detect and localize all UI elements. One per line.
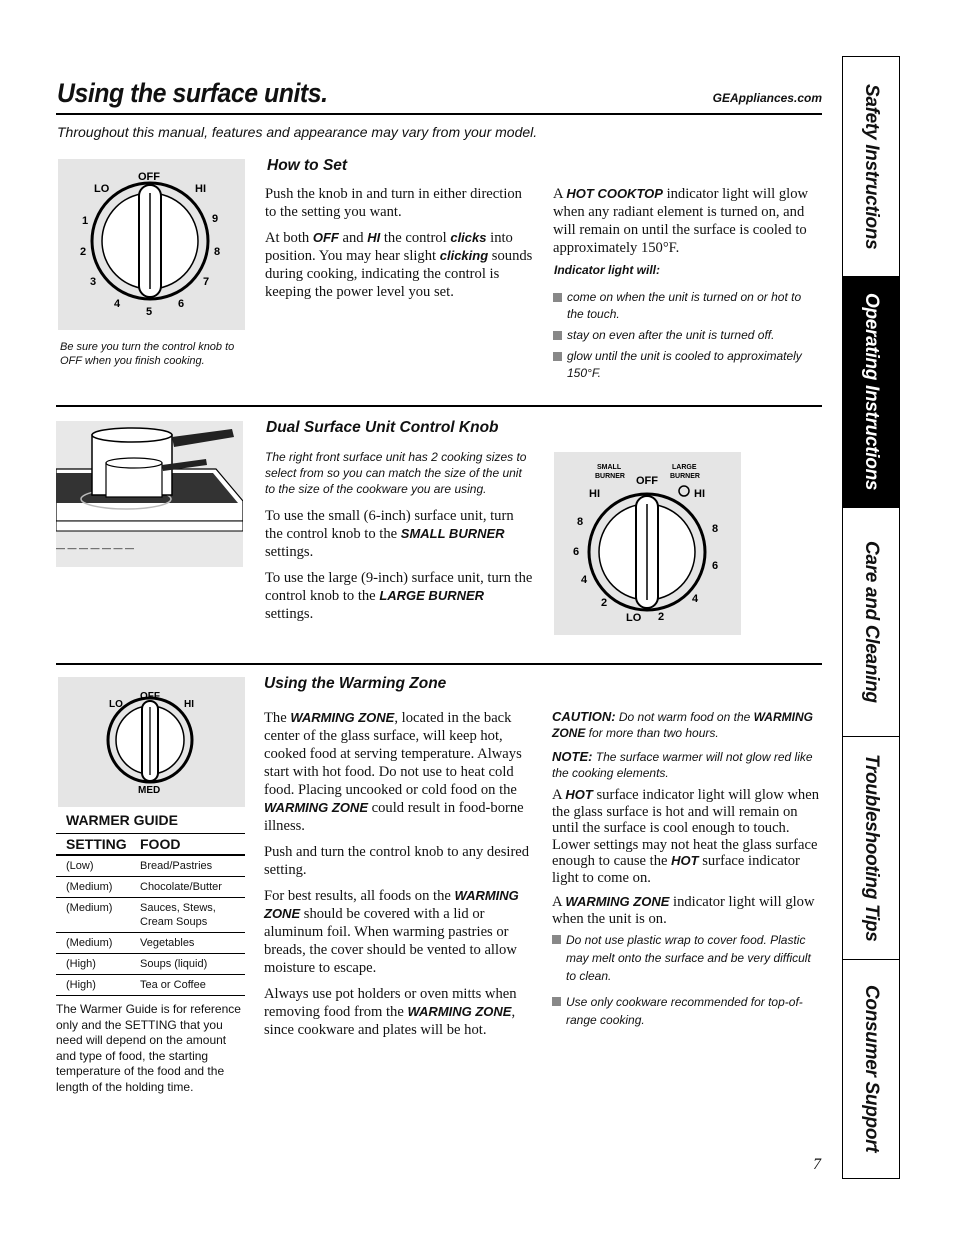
setting-cell: (Medium) (56, 898, 130, 933)
food-cell: Sauces, Stews, Cream Soups (130, 898, 245, 933)
warming-bullet: Do not use plastic wrap to cover food. Plastic may melt onto the surface and be very difficult to clean. (552, 931, 822, 985)
tab-care-and-cleaning[interactable] (843, 508, 899, 737)
knob-label-2: 2 (658, 611, 665, 623)
setting-cell: (High) (56, 975, 130, 996)
knob-caption: Be sure you turn the control knob to OFF when you finish cooking. (60, 341, 235, 367)
tab-operating-instructions[interactable] (843, 277, 899, 508)
knob-label-burner: BURNER (595, 473, 625, 480)
knob-label-4: 4 (692, 593, 699, 605)
setting-cell: (Low) (56, 855, 130, 877)
subtitle: Throughout this manual, features and appearance may vary from your model. (57, 124, 538, 140)
page-title: Using the surface units. (57, 78, 328, 108)
knob-label-7: 7 (203, 276, 210, 288)
knob-label-1: 1 (82, 215, 89, 227)
tab-troubleshooting-tips[interactable] (843, 737, 899, 960)
tab-label: Safety Instructions (861, 83, 882, 250)
surface-warmer-note: NOTE: The surface warmer will not glow red like the cooking elements. (552, 749, 813, 780)
warmer-guide (56, 812, 245, 1095)
food-cell: Vegetables (130, 933, 245, 954)
warming-p1: The WARMING ZONE, located in the back center of the glass surface, will keep hot, cooked food at serving temperature. Always start with hot food. Do not use to heat cold food. Placing uncooked or cold food on the WARMING ZONE could result in food-borne illness. (264, 710, 524, 834)
table-row (56, 975, 245, 996)
knob-label-6: 6 (712, 560, 719, 572)
food-cell: Tea or Coffee (130, 975, 245, 996)
indicator-heading: Indicator light will: (554, 263, 660, 277)
tab-label: Care and Cleaning (861, 541, 882, 703)
hot-indicator-paragraph: A HOT surface indicator light will glow when the glass surface is hot and will remain on until the surface is cool enough to touch. Lower settings may not heat the glass surface enough to cause the HOT surface indicator light to come on. (552, 787, 819, 886)
tab-consumer-support[interactable] (843, 960, 899, 1178)
table-row (56, 954, 245, 975)
warming-p2: Push and turn the control knob to any desired setting. (264, 844, 530, 878)
tab-label: Troubleshooting Tips (861, 754, 882, 942)
warming-p4: Always use pot holders or oven mitts when removing food from the WARMING ZONE, since cookware and plates will be hot. (264, 986, 517, 1038)
knob-label-hi: HI (184, 699, 194, 710)
dual-control-knob-illustration (554, 452, 741, 635)
knob-label-small: SMALL (597, 464, 622, 471)
warming-column-2 (552, 709, 822, 1033)
warming-knob-illustration (58, 677, 245, 807)
knob-label-6: 6 (573, 546, 580, 558)
how-to-set-p2: At both OFF and HI the control clicks into position. You may hear slight clicking sounds during cooking, indicating the control is keeping the power level you set. (265, 230, 533, 300)
knob-label-large: LARGE (672, 464, 697, 471)
table-row (56, 933, 245, 954)
section-divider (56, 405, 822, 407)
knob-label-off: OFF (636, 475, 658, 487)
how-to-set-column-2 (553, 185, 821, 386)
warming-column-1 (264, 709, 534, 1047)
warming-heading: Using the Warming Zone (264, 675, 447, 692)
warmer-guide-table (56, 833, 245, 996)
food-cell: Bread/Pastries (130, 855, 245, 877)
knob-label-5: 5 (146, 306, 153, 318)
knob-label-8: 8 (214, 246, 221, 258)
knob-label-9: 9 (212, 213, 219, 225)
knob-label-8: 8 (577, 516, 584, 528)
dual-text-column (265, 449, 535, 631)
dual-large-paragraph: To use the large (9-inch) surface unit, turn the control knob to the LARGE BURNER settings. (265, 570, 533, 622)
column-header-setting: SETTING (56, 834, 130, 856)
knob-label-off: OFF (140, 691, 160, 702)
knob-label-8: 8 (712, 523, 719, 535)
knob-label-lo: LO (626, 612, 642, 624)
setting-cell: (Medium) (56, 877, 130, 898)
knob-label-hi: HI (589, 488, 600, 500)
knob-label-4: 4 (581, 574, 588, 586)
knob-label-med: MED (138, 785, 161, 796)
warming-indicator-paragraph: A WARMING ZONE indicator light will glow when the unit is on. (552, 894, 815, 927)
hot-cooktop-paragraph: A HOT COOKTOP indicator light will glow when any radiant element is turned on, and will remain on until the surface is cooled to approximately 150°F. (553, 186, 809, 256)
warming-bullet: Use only cookware recommended for top-of-range cooking. (552, 993, 822, 1029)
header-rule (56, 113, 822, 115)
dual-heading: Dual Surface Unit Control Knob (266, 419, 499, 436)
column-header-food: FOOD (130, 834, 245, 856)
knob-label-2: 2 (601, 597, 608, 609)
food-cell: Chocolate/Butter (130, 877, 245, 898)
svg-text:— — — — — — —: — — — — — — — (56, 543, 135, 553)
tab-safety-instructions[interactable] (843, 57, 899, 277)
dual-intro: The right front surface unit has 2 cooking sizes to select from so you can match the size of the unit to the size of the cookware you are using. (265, 450, 527, 496)
page-number: 7 (813, 1156, 821, 1173)
knob-label-off: OFF (138, 171, 160, 183)
how-to-set-column-1 (265, 185, 535, 309)
how-to-set-p1: Push the knob in and turn in either direction to the setting you want. (265, 186, 522, 220)
knob-label-4: 4 (114, 298, 121, 310)
section-divider (56, 663, 822, 665)
table-row (56, 898, 245, 933)
setting-cell: (Medium) (56, 933, 130, 954)
warmer-guide-title: WARMER GUIDE (66, 812, 178, 828)
website-link[interactable]: GEAppliances.com (712, 91, 822, 105)
knob-label-lo: LO (109, 699, 123, 710)
knob-label-hi: HI (694, 488, 705, 500)
dual-small-paragraph: To use the small (6-inch) surface unit, turn the control knob to the SMALL BURNER settings. (265, 508, 514, 560)
table-row (56, 877, 245, 898)
warming-p3: For best results, all foods on the WARMING ZONE should be covered with a lid or aluminum foil. When warming pastries or breads, the cover should be vented to allow moisture to escape. (264, 888, 519, 976)
knob-label-burner: BURNER (670, 473, 700, 480)
knob-label-lo: LO (94, 183, 110, 195)
knob-label-hi: HI (195, 183, 206, 195)
indicator-bullet: stay on even after the unit is turned off. (553, 327, 821, 344)
indicator-bullet: come on when the unit is turned on or hot to the touch. (553, 289, 821, 323)
setting-cell: (High) (56, 954, 130, 975)
cookware-on-cooktop-illustration (56, 421, 243, 567)
knob-label-6: 6 (178, 298, 185, 310)
tab-label: Operating Instructions (861, 293, 882, 491)
knob-label-3: 3 (90, 276, 97, 288)
how-to-set-heading: How to Set (267, 157, 348, 174)
tab-label: Consumer Support (861, 985, 882, 1153)
table-header-row (56, 834, 245, 856)
table-row (56, 855, 245, 877)
knob-label-2: 2 (80, 246, 87, 258)
indicator-bullet: glow until the unit is cooled to approximately 150°F. (553, 348, 821, 382)
control-knob-illustration (58, 159, 245, 330)
warmer-guide-note: The Warmer Guide is for reference only and the SETTING that you need will depend on the amount and type of food, the starting temperature of the food and the length of the holding time. (56, 1002, 241, 1094)
caution-note: CAUTION: Do not warm food on the WARMING ZONE for more than two hours. (552, 709, 813, 740)
section-tabs (842, 56, 900, 1179)
food-cell: Soups (liquid) (130, 954, 245, 975)
